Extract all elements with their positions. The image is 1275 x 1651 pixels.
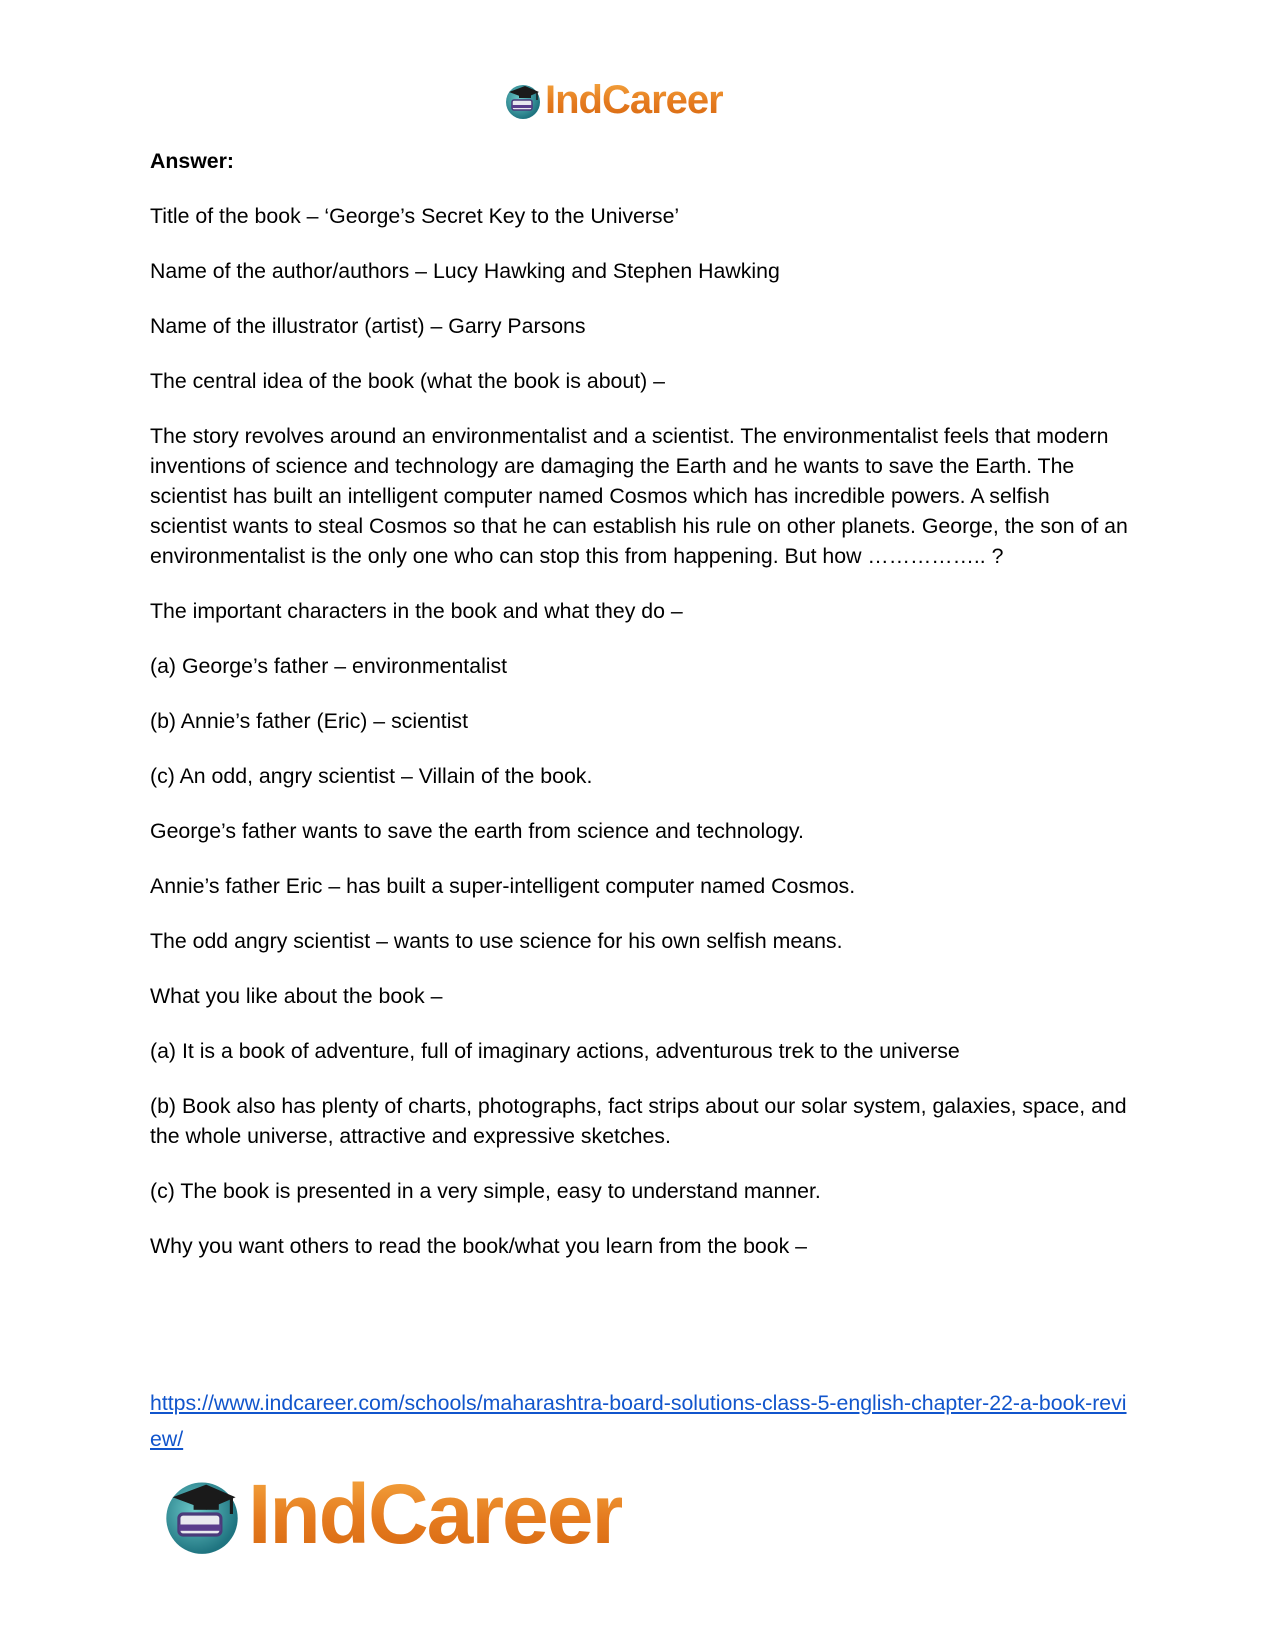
author-line: Name of the author/authors – Lucy Hawking and Stephen Hawking xyxy=(150,259,780,283)
recommendation-heading: Why you want others to read the book/what you learn from the book – xyxy=(150,1234,808,1258)
header-logo xyxy=(503,80,723,120)
characters-heading: The important characters in the book and what they do – xyxy=(150,599,683,623)
graduation-globe-icon xyxy=(160,1472,244,1556)
book-title-line: Title of the book – ‘George’s Secret Key to the Universe’ xyxy=(150,204,680,228)
story-summary: The story revolves around an environmentalist and a scientist. The environmentalist feels that modern inventions of science and technology are damaging the Earth and he wants to save the Earth. The scientist has built an intelligent computer named Cosmos which has incredible powers. A selfish scientist wants to steal Cosmos so that he can establish his rule on other planets. George, the son of an environmentalist is the only one who can stop this from happening. But how …………….. ? xyxy=(150,424,1128,568)
likes-heading: What you like about the book – xyxy=(150,984,443,1008)
character-description: The odd angry scientist – wants to use science for his own selfish means. xyxy=(150,929,843,953)
header-logo-text: IndCareer xyxy=(545,78,723,122)
central-idea-heading: The central idea of the book (what the book is about) – xyxy=(150,369,665,393)
like-item: (c) The book is presented in a very simple, easy to understand manner. xyxy=(150,1179,821,1203)
character-item: (a) George’s father – environmentalist xyxy=(150,654,508,678)
footer-logo-text: IndCareer xyxy=(248,1467,623,1561)
footer-logo xyxy=(160,1467,623,1561)
like-item: (b) Book also has plenty of charts, photographs, fact strips about our solar system, galaxies, space, and the whole universe, attractive and expressive sketches. xyxy=(150,1094,1127,1148)
illustrator-line: Name of the illustrator (artist) – Garry Parsons xyxy=(150,314,586,338)
character-description: Annie’s father Eric – has built a super-intelligent computer named Cosmos. xyxy=(150,874,856,898)
source-link[interactable]: https://www.indcareer.com/schools/maharashtra-board-solutions-class-5-english-chapter-22-a-book-review/ xyxy=(150,1391,1127,1451)
character-item: (b) Annie’s father (Eric) – scientist xyxy=(150,709,468,733)
answer-content xyxy=(150,146,1130,1286)
character-description: George’s father wants to save the earth from science and technology. xyxy=(150,819,804,843)
graduation-globe-icon xyxy=(503,80,543,120)
character-item: (c) An odd, angry scientist – Villain of the book. xyxy=(150,764,593,788)
answer-heading: Answer: xyxy=(150,149,235,173)
like-item: (a) It is a book of adventure, full of imaginary actions, adventurous trek to the universe xyxy=(150,1039,960,1063)
